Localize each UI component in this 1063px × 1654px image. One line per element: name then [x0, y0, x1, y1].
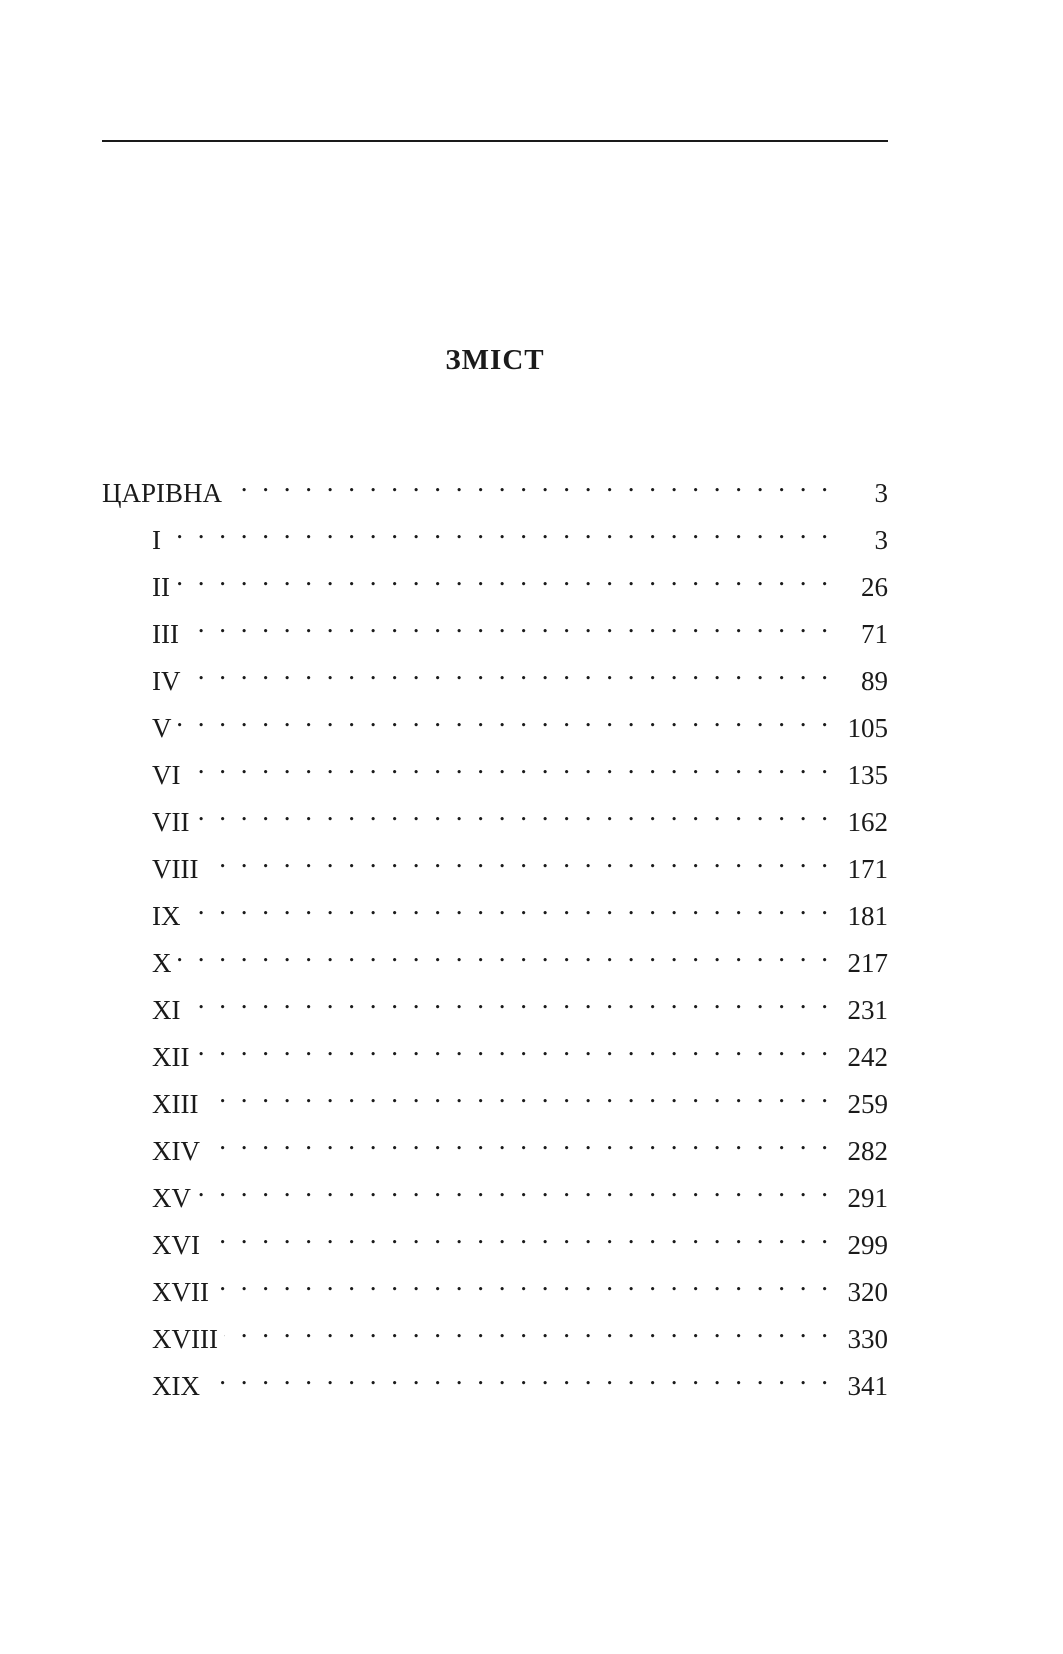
toc-entry-label: VIII [152, 854, 199, 884]
dot-leader [176, 556, 832, 596]
dot-leader [228, 462, 832, 502]
toc-entry-page: 181 [847, 901, 888, 931]
toc-entry-label: VII [152, 807, 190, 837]
dot-leader [224, 1308, 832, 1348]
toc-entry-chapter[interactable] [102, 1120, 888, 1167]
dot-leader [206, 1214, 832, 1254]
toc-entry-chapter[interactable] [102, 885, 888, 932]
toc-entry-page: 71 [861, 619, 888, 649]
header-rule [102, 140, 888, 142]
toc-entry-label: XIX [152, 1371, 200, 1401]
table-of-contents [102, 462, 888, 1402]
toc-entry-chapter[interactable] [102, 509, 888, 556]
toc-entry-chapter[interactable] [102, 603, 888, 650]
toc-entry-label: XVIII [152, 1324, 218, 1354]
toc-entry-chapter[interactable] [102, 979, 888, 1026]
toc-entry-label: III [152, 619, 179, 649]
toc-entry-chapter[interactable] [102, 1355, 888, 1402]
toc-entry-label: V [152, 713, 172, 743]
toc-entry-page: 171 [847, 854, 888, 884]
toc-entry-part[interactable] [102, 462, 888, 509]
toc-entry-page: 26 [861, 572, 888, 602]
toc-entry-label: ЦАРІВНА [102, 478, 223, 508]
toc-entry-page: 105 [847, 713, 888, 743]
dot-leader [195, 791, 832, 831]
toc-entry-page: 330 [847, 1324, 888, 1354]
toc-entry-label: IX [152, 901, 181, 931]
dot-leader [215, 1261, 832, 1301]
toc-entry-page: 89 [861, 666, 888, 696]
page-title: ЗМІСТ [445, 344, 545, 376]
dot-leader [206, 1355, 832, 1395]
toc-entry-label: IV [152, 666, 181, 696]
dot-leader [187, 885, 833, 925]
toc-entry-label: II [152, 572, 170, 602]
toc-entry-chapter[interactable] [102, 556, 888, 603]
dot-leader [187, 650, 833, 690]
toc-entry-label: XIV [152, 1136, 200, 1166]
dot-leader [204, 1073, 832, 1113]
toc-entry-chapter[interactable] [102, 1026, 888, 1073]
toc-entry-page: 282 [847, 1136, 888, 1166]
toc-entry-page: 3 [874, 525, 888, 555]
toc-entry-chapter[interactable] [102, 932, 888, 979]
toc-entry-chapter[interactable] [102, 1308, 888, 1355]
toc-entry-label: XV [152, 1183, 191, 1213]
toc-entry-label: XVI [152, 1230, 200, 1260]
toc-entry-label: XVII [152, 1277, 209, 1307]
dot-leader [178, 697, 833, 737]
toc-entry-chapter[interactable] [102, 838, 888, 885]
toc-entry-label: X [152, 948, 172, 978]
toc-entry-page: 3 [874, 478, 888, 508]
toc-entry-chapter[interactable] [102, 1073, 888, 1120]
toc-entry-label: XII [152, 1042, 190, 1072]
dot-leader [187, 744, 833, 784]
toc-entry-page: 259 [847, 1089, 888, 1119]
toc-entry-page: 162 [847, 807, 888, 837]
toc-entry-page: 217 [847, 948, 888, 978]
dot-leader [206, 1120, 832, 1160]
toc-entry-page: 299 [847, 1230, 888, 1260]
toc-entry-label: VI [152, 760, 181, 790]
dot-leader [187, 979, 833, 1019]
toc-entry-page: 135 [847, 760, 888, 790]
toc-entry-chapter[interactable] [102, 650, 888, 697]
toc-entry-chapter[interactable] [102, 697, 888, 744]
toc-entry-page: 231 [847, 995, 888, 1025]
toc-entry-chapter[interactable] [102, 1214, 888, 1261]
toc-entry-chapter[interactable] [102, 744, 888, 791]
dot-leader [204, 838, 832, 878]
dot-leader [185, 603, 832, 643]
dot-leader [195, 1026, 832, 1066]
toc-entry-page: 242 [847, 1042, 888, 1072]
toc-entry-label: XI [152, 995, 181, 1025]
toc-entry-chapter[interactable] [102, 791, 888, 838]
toc-entry-page: 320 [847, 1277, 888, 1307]
toc-entry-label: I [152, 525, 161, 555]
dot-leader [197, 1167, 832, 1207]
toc-entry-chapter[interactable] [102, 1261, 888, 1308]
dot-leader [167, 509, 832, 549]
toc-entry-chapter[interactable] [102, 1167, 888, 1214]
toc-entry-page: 341 [847, 1371, 888, 1401]
dot-leader [178, 932, 833, 972]
toc-entry-page: 291 [847, 1183, 888, 1213]
toc-entry-label: XIII [152, 1089, 199, 1119]
